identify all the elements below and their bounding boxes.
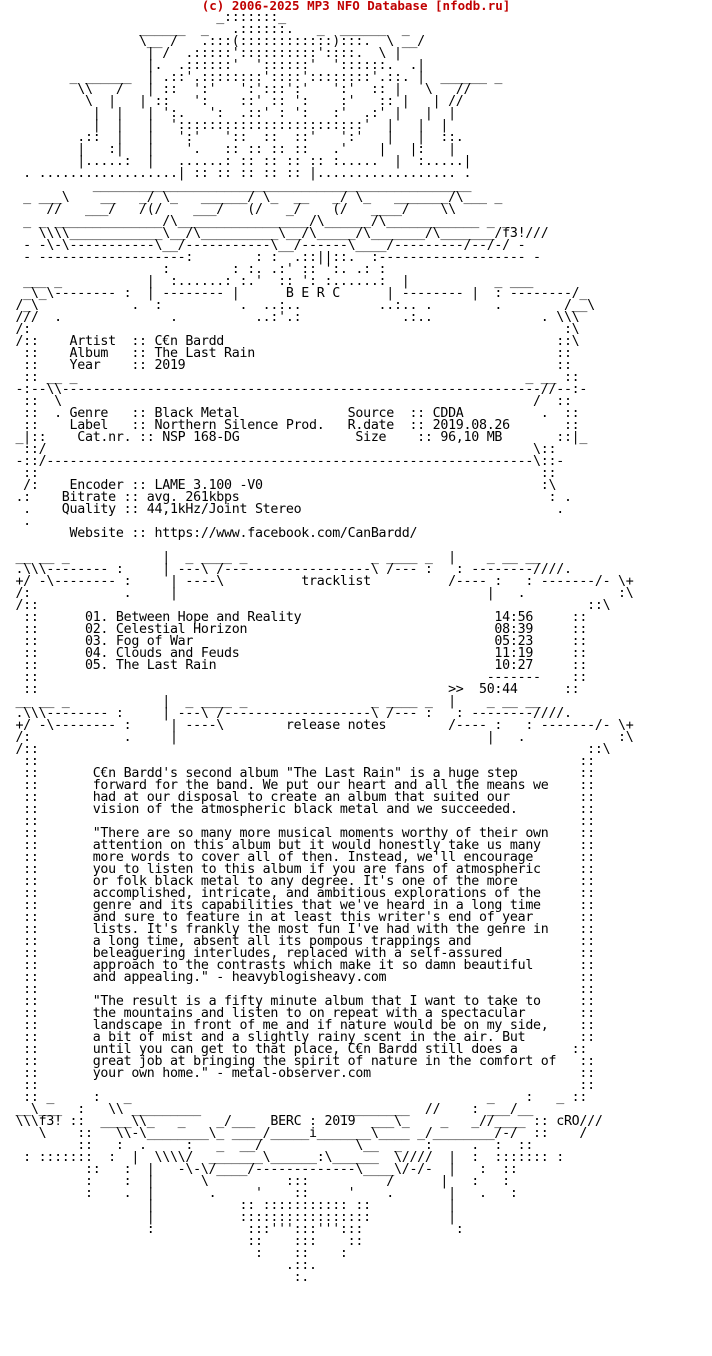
nfo-line: /: Encoder :: LAME 3.100 -V0 :\ [0, 478, 557, 493]
nfo-line: __\___ : \\ _________ _________ // : ___/__ [0, 1102, 534, 1117]
nfo-line: :: and appealing." - heavyblogisheavy.com :: [0, 970, 595, 985]
nfo-line: :: and sure to feature in at least this writer's end of year :: [0, 910, 595, 925]
nfo-line: \\\\____________\__/\__________\__/\_____/\_______/\_______/f3!/// [0, 226, 549, 241]
nfo-line: : :::''':::'''::: : [0, 1222, 541, 1237]
nfo-line: .: Bitrate :: avg. 261kbps : . [0, 490, 572, 505]
nfo-line: :: \ / :: [0, 394, 572, 409]
nfo-line: -::/---------------------------------------------------------------\::- [0, 454, 564, 469]
nfo-line: : . | . ' :: ' . | . : [0, 1186, 518, 1201]
nfo-line: +/ -\-------- : | ----\ tracklist /---- : : -------/- \+ [0, 574, 634, 589]
nfo-line: :: had at our disposal to create an album that suited our :: [0, 790, 595, 805]
nfo-line: | :: ::::::::::: :: | [0, 1198, 534, 1213]
nfo-line: . Quality :: 44,1kHz/Joint Stereo . [0, 502, 564, 517]
nfo-line: :: attention on this album but it would honestly take us many :: [0, 838, 595, 853]
nfo-line: \\\f3! :: ____\\_ _ _/___ BERC : 2019 ___\_ _ _//____ :: cRO/// [0, 1114, 603, 1129]
nfo-line: _________________________________________________ [0, 178, 487, 193]
nfo-line: : :: : [0, 1246, 534, 1261]
nfo-line: | :| | '. :: :: :: :: .' | |: | [0, 142, 472, 157]
nfo-line: :: until you can get to that place, C€n Bardd still does a :: [0, 1042, 588, 1057]
nfo-line: | | | ':. ': .::' : ': :' .:' | | | [0, 106, 479, 121]
nfo-line: :: ::: :: [0, 1234, 541, 1249]
nfo-line: :: 04. Clouds and Feuds 11:19 :: [0, 646, 588, 661]
nfo-line: : : | \ ::: / | : : [0, 1174, 510, 1189]
nfo-line: :: :: [0, 466, 557, 481]
nfo-line: :: lists. It's frankly the most fun I've had with the genre in :: [0, 922, 595, 937]
nfo-line: .::. [0, 1258, 534, 1273]
nfo-line: :: :: [0, 982, 595, 997]
nfo-line: :: you to listen to this album if you are fans of atmospheric :: [0, 862, 595, 877]
nfo-line: __ __ _ | _ ____ _ _ ____ _ | _ __ __ [0, 550, 541, 565]
nfo-line: _ ______ | .::'.::::::::'::::'::::::::'.::. | ______ _ [0, 70, 503, 85]
nfo-line: :: Year :: 2019 :: [0, 358, 572, 373]
nfo-line: /: :\ [0, 322, 580, 337]
nfo-line: - -\-\-----------\__/-----------\__/------\____/---------/--/-/ - [0, 238, 526, 253]
nfo-line: :: beleaguering interludes, replaced with a self-assured :: [0, 946, 595, 961]
nfo-line: :: the mountains and listen to on repeat with a spectacular :: [0, 1006, 595, 1021]
nfo-line: __ __ _ | _ ____ _ _ ____ _ | _ __ __ [0, 694, 541, 709]
nfo-line: ______ _ .::::::. _ ______ _ [0, 22, 418, 37]
nfo-line: _\_\-------- : | -------- | B E R C | -------- | : --------/_ [0, 286, 588, 301]
nfo-line: :: :: [0, 814, 595, 829]
nfo-line: :: forward for the band. We put our heart and all the means we :: [0, 778, 595, 793]
nfo-line: :: :: [0, 1078, 595, 1093]
nfo-line: :: : . : _ __/ \__ _ : . : :: [0, 1138, 534, 1153]
nfo-line: :: more words to cover all of then. Instead, we'll encourage :: [0, 850, 595, 865]
nfo-line: :: 02. Celestial Horizon 08:39 :: [0, 622, 588, 637]
nfo-line: /: . | | . :\ [0, 730, 634, 745]
nfo-line: .\\\-------- : | ---\ /-------------------\ /--- : : --------////. [0, 562, 572, 577]
nfo-line: :: "The result is a fifty minute album that I want to take to :: [0, 994, 595, 1009]
nfo-line: . ..................| :: :: :: :: :: |.................. . [0, 166, 472, 181]
nfo-line: :: accomplished, intricate, and ambitious explorations of the :: [0, 886, 595, 901]
nfo-line: |. .::::::' '::::::' '::::::. .| [0, 58, 456, 73]
nfo-line: :: "There are so many more musical moments worthy of their own :: [0, 826, 595, 841]
nfo-line: :: 05. The Last Rain 10:27 :: [0, 658, 588, 673]
nfo-line: /: . | | . :\ [0, 586, 634, 601]
nfo-line: \\ / | :: ':' ':':::':' ':' :: | \ // [0, 82, 472, 97]
nfo-line: /:: ::\ [0, 742, 611, 757]
nfo-line: Website :: https://www.facebook.com/CanBardd/ [0, 526, 557, 541]
nfo-line: :: >> 50:44 :: [0, 682, 580, 697]
nfo-line: | | | '::::::::::::::::::::::::' | | | [0, 118, 472, 133]
nfo-line: : ::::::: : | \\\\/ _______\______:\______ \//// | : ::::::: : [0, 1150, 564, 1165]
nfo-line: -:--\\--------------------------------------------------------------//--:- [0, 382, 588, 397]
nfo-line: +/ -\-------- : | ----\ release notes /---- : : -------/- \+ [0, 718, 634, 733]
nfo-line: :: genre and its capabilities that we've heard in a long time :: [0, 898, 595, 913]
nfo-line: :: : | -\-\/____/-------------\____\/-/- | : :: [0, 1162, 518, 1177]
nfo-line: _ _ ______________/\_________________/\______/\____________ _ _ [0, 214, 510, 229]
nfo-line: :: great job at bringing the spirit of nature in the comfort of :: [0, 1054, 595, 1069]
nfo-line: :: approach to the contrasts which make it so damn beautiful :: [0, 958, 595, 973]
nfo-line: _ ___\ __ _/ \_ ______/ \_ __ _/ \_ _______/\___ _ [0, 190, 503, 205]
nfo-line: |.....: | ......: :: :: :: :: :..... | :.....| [0, 154, 487, 169]
nfodb-credit-header: (c) 2006-2025 MP3 NFO Database [nfodb.ru] [201, 0, 511, 13]
nfo-line: :: :: [0, 754, 595, 769]
nfo-line: | / .:::::'::::::::::'::::. \ | [0, 46, 433, 61]
nfo-line: _:::::::_ [0, 10, 425, 25]
nfo-line: .:: | | ':' ':: :: ::' ':' | | ::. [0, 130, 479, 145]
nfo-line: \__ / .:::(::::::::::::):::. \ __/ [0, 34, 441, 49]
nfo-line: // ___/ /(/ ___/ (/ _/ (/ ____/ \\ [0, 202, 495, 217]
nfo-ascii-art-text [0, 12, 712, 1284]
nfo-line: :: 03. Fog of War 05:23 :: [0, 634, 588, 649]
nfo-line: /// . . ..:'.: .:.. . \\\ [0, 310, 580, 325]
nfo-line: :: ------- :: [0, 670, 588, 685]
nfo-line: \ | | :: ': ::' :: ': :' :: | | // [0, 94, 479, 109]
nfo-line: . [0, 514, 541, 529]
nfo-line: ::/ \:: [0, 442, 557, 457]
nfo-line: /_\ . : . ..:.. ..:.. . . /__\ [0, 298, 595, 313]
nfo-line: ___ _ | :......: :.' :: ': :......: | _ ___ [0, 274, 534, 289]
nfo-line: :: Label :: Northern Silence Prod. R.date :: 2019.08.26 :: [0, 418, 580, 433]
nfo-line: :: a long time, absent all its pompous trappings and :: [0, 934, 595, 949]
nfo-line: :: _ : _ _ : _ :: [0, 1090, 588, 1105]
nfo-line: /:: ::\ [0, 598, 611, 613]
nfo-line: :: C€n Bardd's second album "The Last Rain" is a huge step :: [0, 766, 595, 781]
nfo-line: :: landscape in front of me and if nature would be on my side, :: [0, 1018, 595, 1033]
nfo-line: :: your own home." - metal-observer.com :: [0, 1066, 595, 1081]
nfo-line: :: 01. Between Hope and Reality 14:56 :: [0, 610, 588, 625]
nfo-line: :: or folk black metal to any degree. It's one of the more :: [0, 874, 595, 889]
nfo-line: :: __ _ _ __ :: [0, 370, 580, 385]
nfo-line: /:: Artist :: C€n Bardd ::\ [0, 334, 580, 349]
nfo-line: _|:: Cat.nr. :: NSP 168-DG Size :: 96,10 MB ::|_ [0, 430, 588, 445]
nfo-line: :. [0, 1270, 534, 1285]
nfo-line: :: Album :: The Last Rain :: [0, 346, 572, 361]
nfo-line: \ :: \\-\________\_ ____/_____i_______\____ _/________/-/ :: / [0, 1126, 588, 1141]
nfo-line: | ::::::::::::::::: | [0, 1210, 534, 1225]
nfo-line: - -------------------: : : .::||::. :------------------- - [0, 250, 541, 265]
nfo-line: :: a bit of mist and a slightly rainy scent in the air. But :: [0, 1030, 595, 1045]
nfo-line: :: . Genre :: Black Metal Source :: CDDA . :: [0, 406, 580, 421]
nfo-line: : : :. .:' :: ':. .: : [0, 262, 526, 277]
nfo-line: .\\\-------- : | ---\ /-------------------\ /--- : : --------////. [0, 706, 572, 721]
nfo-line: :: vision of the atmospheric black metal and we succeeded. :: [0, 802, 595, 817]
